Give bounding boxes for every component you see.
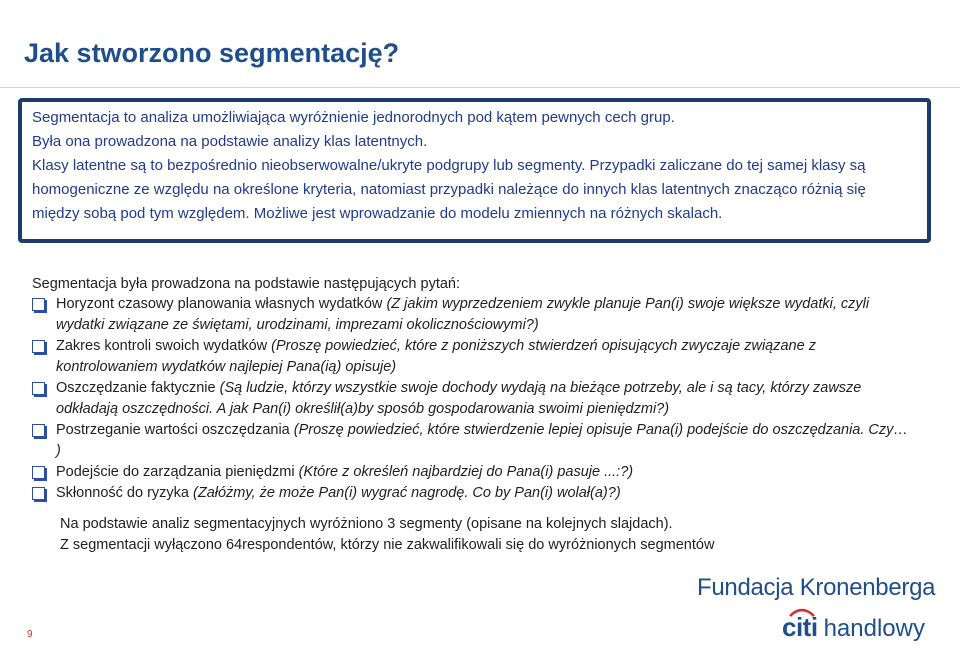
handlowy-wordmark: handlowy [823,615,925,642]
summary [60,514,714,556]
citi-logo [782,612,818,643]
item-question: (Proszę powiedzieć, które stwierdzenie lepiej opisuje Pana(i) podejście do oszczędzania. Czy… ) [56,422,908,459]
item-label: Oszczędzanie faktycznie [56,380,220,396]
list-item [32,483,912,504]
list-item [32,420,912,462]
title-divider [0,87,960,88]
item-label: Horyzont czasowy planowania własnych wydatków [56,296,387,312]
checkbox-bullet-icon [32,340,45,353]
list-item [32,378,912,420]
questions-list [32,294,912,504]
definition-paragraph [32,154,907,226]
item-label: Podejście do zarządzania pieniędzmi [56,464,299,480]
item-label: Zakres kontroli swoich wydatków [56,338,272,354]
item-question: (Proszę powiedzieć, które z poniższych stwierdzeń opisujących zwyczaje związane z kontrolowaniem wydatków najlepiej Pana(ią) opisuje) [56,338,816,375]
item-question: (Które z określeń najbardziej do Pana(i) pasuje ...:?) [298,464,634,480]
definition-line-3c: Możliwe jest wprowadzanie do modelu zmiennych na różnych skalach. [249,205,723,222]
list-item [32,294,912,336]
fundacja-kronenberga-logo: Fundacja Kronenberga [697,574,936,601]
item-question: (Załóżmy, że może Pan(i) wygrać nagrodę. Co by Pan(i) wolał(a)?) [193,485,621,501]
definition-line-3a: Klasy latentne są to bezpośrednio nieobserwowalne/ukryte podgrupy lub segmenty. [32,157,586,174]
citi-arc-icon [788,604,816,618]
checkbox-bullet-icon [32,487,45,500]
item-question: (Z jakim wyprzedzeniem zwykle planuje Pan(i) swoje większe wydatki, czyli wydatki związane ze świętami, urodzinami, imprezami okolicznościowymi?) [56,296,870,333]
questions-intro: Segmentacja była prowadzona na podstawie następujących pytań: [32,276,461,292]
checkbox-bullet-icon [32,382,45,395]
citi-wordmark: citi [782,612,818,642]
definition-text [32,106,907,226]
item-question: (Są ludzie, którzy wszystkie swoje dochody wydają na bieżące potrzeby, ale i są tacy, którzy zawsze odkładają oszczędności. A jak Pan(i) określił(a)by sposób gospodarowania swoimi pieniędzmi?) [56,380,862,417]
citi-handlowy-logo [782,612,925,646]
definition-line-2: Była ona prowadzona na podstawie analizy klas latentnych. [32,133,428,150]
checkbox-bullet-icon [32,466,45,479]
item-label: Skłonność do ryzyka [56,485,194,501]
item-label: Postrzeganie wartości oszczędzania [56,422,294,438]
summary-line-2: Z segmentacji wyłączono 64respondentów, którzy nie zakwalifikowali się do wyróżnionych segmentów [60,537,715,553]
checkbox-bullet-icon [32,298,45,311]
page-title: Jak stworzono segmentację? [24,38,400,68]
definition-line-1: Segmentacja to analiza umożliwiająca wyróżnienie jednorodnych pod kątem pewnych cech grup. [32,109,675,126]
page-number: 9 [27,629,33,640]
definition-line-3b: Przypadki zaliczane do tej samej klasy są homogeniczne ze względu na określone kryteria, natomiast przypadki należące do innych klas latentnych znacząco różnią się między sobą pod tym względem. [32,157,866,222]
checkbox-bullet-icon [32,424,45,437]
list-item [32,336,912,378]
summary-line-1: Na podstawie analiz segmentacyjnych wyróżniono 3 segmenty (opisane na kolejnych slajdach). [60,516,673,532]
list-item [32,462,912,483]
